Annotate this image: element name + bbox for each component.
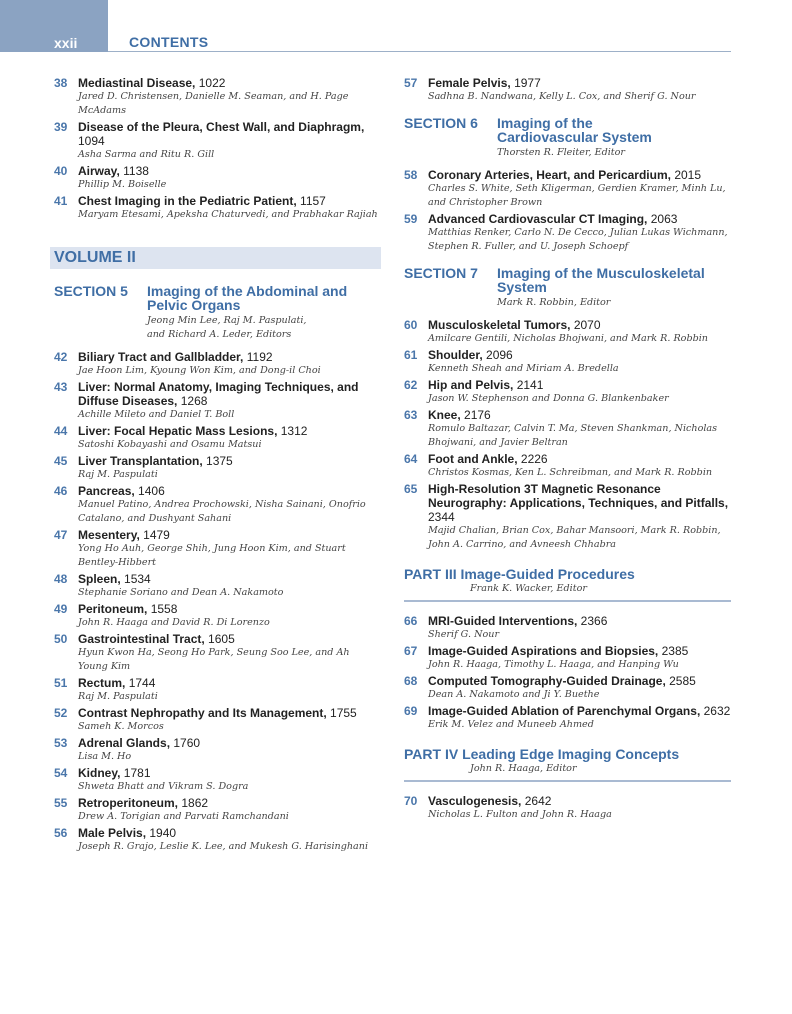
chapter-page: 2344 (428, 510, 455, 524)
chapter-number: 49 (54, 602, 68, 616)
chapter-page: 1312 (280, 424, 308, 438)
chapter-title-text: Musculoskeletal Tumors, (428, 318, 574, 332)
chapter-page: 1479 (143, 528, 170, 542)
chapter-title-text: Gastrointestinal Tract, (78, 632, 209, 646)
chapter-title-text: Spleen, (78, 572, 125, 586)
chapter-title (78, 120, 381, 148)
chapter-authors: Lisa M. Ho (78, 751, 132, 762)
chapter-number: 40 (54, 164, 68, 178)
chapter-title (428, 348, 731, 362)
chapter-authors: Jason W. Stephenson and Donna G. Blankenbaker (428, 393, 669, 404)
chapter-title-text: Liver: Normal Anatomy, Imaging Techniques, and Diffuse Diseases, (78, 380, 359, 408)
chapter-authors: Kenneth Sheah and Miriam A. Bredella (428, 363, 619, 374)
chapter-title-text: Liver: Focal Hepatic Mass Lesions, (78, 424, 281, 438)
header-rule (108, 51, 731, 52)
toc-entry (54, 454, 381, 482)
chapter-authors: Phillip M. Boiselle (78, 179, 167, 190)
chapter-title-text: Retroperitoneum, (78, 796, 182, 810)
chapter-title (428, 452, 731, 466)
chapter-title-text: Shoulder, (428, 348, 487, 362)
chapter-page: 1862 (181, 796, 209, 810)
toc-entry (54, 76, 381, 118)
chapter-title (428, 168, 731, 182)
chapter-title-text: Computed Tomography-Guided Drainage, (428, 674, 670, 688)
chapter-title (428, 482, 731, 524)
chapter-title (78, 826, 381, 840)
section-label: SECTION 5 (54, 283, 128, 299)
chapter-number: 67 (404, 644, 418, 658)
chapter-number: 39 (54, 120, 68, 134)
chapter-title-text: Chest Imaging in the Pediatric Patient, (78, 194, 301, 208)
chapter-authors: Jae Hoon Lim, Kyoung Won Kim, and Dong-il Choi (78, 365, 321, 376)
toc-entry (404, 318, 731, 346)
part-editors: John R. Haaga, Editor (470, 763, 577, 774)
chapter-title-text: Image-Guided Aspirations and Biopsies, (428, 644, 662, 658)
chapter-title (428, 318, 731, 332)
chapter-title (78, 164, 381, 178)
toc-entry (54, 632, 381, 674)
toc-entry (54, 484, 381, 526)
chapter-authors: Sameh K. Morcos (78, 721, 164, 732)
chapter-title-text: Foot and Ankle, (428, 452, 521, 466)
toc-entry (404, 378, 731, 406)
chapter-number: 57 (404, 76, 418, 90)
chapter-page: 1781 (123, 766, 151, 780)
chapter-title (78, 796, 381, 810)
chapter-page: 2642 (524, 794, 552, 808)
chapter-title (78, 766, 381, 780)
chapter-page: 2015 (674, 168, 702, 182)
chapter-number: 54 (54, 766, 68, 780)
chapter-title-text: Knee, (428, 408, 465, 422)
section-editors: Mark R. Robbin, Editor (497, 297, 611, 308)
chapter-number: 41 (54, 194, 68, 208)
chapter-authors: Asha Sarma and Ritu R. Gill (78, 149, 215, 160)
part-name: PART III Image-Guided Procedures (404, 566, 635, 582)
toc-entry (54, 602, 381, 630)
chapter-page: 2063 (650, 212, 678, 226)
section-editors: Thorsten R. Fleiter, Editor (497, 147, 626, 158)
chapter-title (78, 736, 381, 750)
chapter-number: 55 (54, 796, 68, 810)
toc-entry (404, 452, 731, 480)
section-heading (54, 284, 381, 342)
chapter-title-text: Mediastinal Disease, (78, 76, 199, 90)
part-heading (404, 746, 731, 782)
chapter-title (428, 408, 731, 422)
right-column (404, 76, 731, 824)
section-name: Imaging of the Musculoskeletal System (497, 265, 705, 295)
chapter-page: 1375 (206, 454, 233, 468)
section-label: SECTION 6 (404, 115, 478, 131)
chapter-number: 53 (54, 736, 68, 750)
section-label: SECTION 7 (404, 265, 478, 281)
chapter-title (78, 572, 381, 586)
chapter-title (78, 676, 381, 690)
chapter-authors: Romulo Baltazar, Calvin T. Ma, Steven Shankman, Nicholas Bhojwani, and Javier Beltran (428, 423, 718, 448)
chapter-list (54, 350, 381, 854)
chapter-number: 66 (404, 614, 418, 628)
chapter-authors: Joseph R. Grajo, Leslie K. Lee, and Mukesh G. Harisinghani (78, 841, 369, 852)
chapter-page: 1744 (128, 676, 156, 690)
chapter-page: 2385 (661, 644, 689, 658)
chapter-number: 69 (404, 704, 418, 718)
chapter-title (78, 528, 381, 542)
chapter-authors: Shweta Bhatt and Vikram S. Dogra (78, 781, 249, 792)
chapter-page: 1977 (514, 76, 541, 90)
chapter-title-text: Hip and Pelvis, (428, 378, 517, 392)
chapter-page: 2585 (669, 674, 696, 688)
toc-entry (54, 350, 381, 378)
chapter-title (428, 212, 731, 226)
chapter-title (78, 706, 381, 720)
chapter-number: 50 (54, 632, 68, 646)
chapter-number: 68 (404, 674, 418, 688)
chapter-number: 56 (54, 826, 68, 840)
chapter-authors: Jared D. Christensen, Danielle M. Seaman, and H. Page McAdams (78, 91, 349, 116)
section-heading (404, 116, 731, 160)
chapter-number: 61 (404, 348, 418, 362)
chapter-list (404, 76, 731, 104)
chapter-page: 2070 (573, 318, 601, 332)
chapter-title (78, 424, 381, 438)
chapter-authors: Manuel Patino, Andrea Prochowski, Nisha Sainani, Onofrio Catalano, and Dushyant Sahani (78, 499, 366, 524)
left-column (54, 76, 381, 856)
chapter-title (78, 380, 381, 408)
chapter-title (428, 76, 731, 90)
chapter-title-text: Vasculogenesis, (428, 794, 525, 808)
section-name: Imaging of the Cardiovascular System (497, 115, 652, 145)
chapter-list (404, 168, 731, 254)
toc-entry (404, 614, 731, 642)
chapter-page: 1022 (198, 76, 226, 90)
toc-entry (54, 424, 381, 452)
part-name: PART IV Leading Edge Imaging Concepts (404, 746, 680, 762)
chapter-number: 70 (404, 794, 418, 808)
chapter-number: 38 (54, 76, 68, 90)
part-heading (404, 566, 731, 602)
chapter-number: 63 (404, 408, 418, 422)
chapter-number: 44 (54, 424, 68, 438)
toc-entry (404, 212, 731, 254)
chapter-authors: Achille Mileto and Daniel T. Boll (78, 409, 235, 420)
chapter-title-text: MRI-Guided Interventions, (428, 614, 581, 628)
chapter-title-text: Male Pelvis, (78, 826, 150, 840)
chapter-authors: Drew A. Torigian and Parvati Ramchandani (78, 811, 289, 822)
chapter-authors: Dean A. Nakamoto and Ji Y. Buethe (428, 689, 600, 700)
chapter-title (78, 632, 381, 646)
toc-entry (404, 794, 731, 822)
chapter-title-text: Disease of the Pleura, Chest Wall, and Diaphragm, (78, 120, 365, 134)
chapter-page: 2096 (486, 348, 513, 362)
chapter-authors: John R. Haaga and David R. Di Lorenzo (78, 617, 270, 628)
toc-entry (54, 572, 381, 600)
toc-entry (54, 380, 381, 422)
chapter-title (428, 644, 731, 658)
chapter-title-text: Contrast Nephropathy and Its Management, (78, 706, 331, 720)
chapter-page: 1094 (78, 134, 105, 148)
toc-entry (54, 736, 381, 764)
chapter-list (404, 614, 731, 732)
chapter-title (428, 614, 731, 628)
chapter-number: 46 (54, 484, 68, 498)
chapter-page: 1755 (330, 706, 357, 720)
chapter-number: 52 (54, 706, 68, 720)
toc-entry (54, 528, 381, 570)
chapter-authors: Christos Kosmas, Ken L. Schreibman, and Mark R. Robbin (428, 467, 713, 478)
chapter-title-text: Biliary Tract and Gallbladder, (78, 350, 247, 364)
toc-entry (54, 120, 381, 162)
chapter-number: 65 (404, 482, 418, 496)
chapter-page: 2366 (580, 614, 608, 628)
chapter-page: 1138 (123, 164, 149, 178)
chapter-title-text: Airway, (78, 164, 124, 178)
chapter-authors: Hyun Kwon Ha, Seong Ho Park, Seung Soo Lee, and Ah Young Kim (78, 647, 350, 672)
chapter-number: 48 (54, 572, 68, 586)
chapter-title (78, 350, 381, 364)
page-number: xxii (54, 35, 78, 51)
chapter-number: 62 (404, 378, 418, 392)
section-name: Imaging of the Abdominal and Pelvic Organs (147, 283, 348, 313)
chapter-list (404, 318, 731, 552)
toc-entry (54, 796, 381, 824)
chapter-authors: Erik M. Velez and Muneeb Ahmed (428, 719, 594, 730)
chapter-number: 47 (54, 528, 68, 542)
chapter-authors: Nicholas L. Fulton and John R. Haaga (428, 809, 612, 820)
chapter-title-text: Kidney, (78, 766, 124, 780)
chapter-page: 1940 (149, 826, 177, 840)
chapter-authors: Yong Ho Auh, George Shih, Jung Hoon Kim, and Stuart Bentley-Hibbert (78, 543, 346, 568)
chapter-number: 51 (54, 676, 68, 690)
chapter-page: 2226 (520, 452, 548, 466)
toc-entry (54, 164, 381, 192)
chapter-authors: Satoshi Kobayashi and Osamu Matsui (78, 439, 262, 450)
part-rule (404, 600, 731, 602)
chapter-title (428, 378, 731, 392)
chapter-page: 2632 (703, 704, 731, 718)
chapter-authors: Amilcare Gentili, Nicholas Bhojwani, and Mark R. Robbin (428, 333, 708, 344)
chapter-authors: Majid Chalian, Brian Cox, Bahar Mansoori, Mark R. Robbin, John A. Carrino, and Avneesh Chhabra (428, 525, 721, 550)
toc-entry (54, 706, 381, 734)
chapter-authors: Raj M. Paspulati (78, 691, 158, 702)
chapter-title (428, 794, 731, 808)
chapter-title (428, 704, 731, 718)
toc-entry (54, 676, 381, 704)
chapter-page: 1406 (138, 484, 165, 498)
chapter-page: 1760 (173, 736, 201, 750)
volume-heading: VOLUME II (50, 247, 381, 269)
chapter-number: 58 (404, 168, 418, 182)
chapter-title (78, 76, 381, 90)
chapter-authors: Charles S. White, Seth Kligerman, Gerdien Kramer, Minh Lu, and Christopher Brown (428, 183, 726, 208)
chapter-title (78, 454, 381, 468)
toc-entry (404, 644, 731, 672)
chapter-list (54, 76, 381, 222)
toc-entry (54, 194, 381, 222)
chapter-authors: John R. Haaga, Timothy L. Haaga, and Hanping Wu (428, 659, 679, 670)
section-heading (404, 266, 731, 310)
toc-entry (404, 704, 731, 732)
chapter-title (78, 194, 381, 208)
chapter-page: 1558 (150, 602, 178, 616)
chapter-number: 45 (54, 454, 68, 468)
chapter-authors: Sherif G. Nour (428, 629, 500, 640)
chapter-title-text: Image-Guided Ablation of Parenchymal Organs, (428, 704, 704, 718)
chapter-list (404, 794, 731, 822)
chapter-number: 42 (54, 350, 68, 364)
chapter-title-text: Liver Transplantation, (78, 454, 207, 468)
toc-entry (404, 168, 731, 210)
chapter-page: 2141 (516, 378, 544, 392)
chapter-title-text: Pancreas, (78, 484, 139, 498)
chapter-title-text: Peritoneum, (78, 602, 151, 616)
chapter-title-text: Coronary Arteries, Heart, and Pericardium, (428, 168, 675, 182)
toc-entry (404, 408, 731, 450)
toc-entry (404, 348, 731, 376)
toc-entry (404, 674, 731, 702)
toc-entry (404, 482, 731, 552)
chapter-title-text: Mesentery, (78, 528, 144, 542)
toc-entry (404, 76, 731, 104)
chapter-page: 2176 (464, 408, 491, 422)
part-rule (404, 780, 731, 782)
section-editors: Jeong Min Lee, Raj M. Paspulati, and Richard A. Leder, Editors (147, 315, 307, 340)
part-editors: Frank K. Wacker, Editor (470, 583, 587, 594)
chapter-number: 64 (404, 452, 418, 466)
chapter-title-text: High-Resolution 3T Magnetic Resonance Neurography: Applications, Techniques, and Pitfalls, (428, 482, 729, 510)
chapter-authors: Matthias Renker, Carlo N. De Cecco, Julian Lukas Wichmann, Stephen R. Fuller, and U. Joseph Schoepf (428, 227, 728, 252)
toc-entry (54, 826, 381, 854)
chapter-title-text: Advanced Cardiovascular CT Imaging, (428, 212, 651, 226)
chapter-page: 1157 (300, 194, 326, 208)
chapter-page: 1534 (124, 572, 151, 586)
chapter-page: 1268 (180, 394, 208, 408)
chapter-title (428, 674, 731, 688)
chapter-page: 1605 (208, 632, 235, 646)
chapter-title-text: Rectum, (78, 676, 129, 690)
chapter-number: 59 (404, 212, 418, 226)
chapter-page: 1192 (246, 350, 273, 364)
chapter-authors: Sadhna B. Nandwana, Kelly L. Cox, and Sherif G. Nour (428, 91, 696, 102)
chapter-title-text: Female Pelvis, (428, 76, 515, 90)
chapter-title-text: Adrenal Glands, (78, 736, 174, 750)
chapter-authors: Stephanie Soriano and Dean A. Nakamoto (78, 587, 284, 598)
running-head: CONTENTS (129, 34, 209, 50)
toc-entry (54, 766, 381, 794)
chapter-authors: Maryam Etesami, Apeksha Chaturvedi, and Prabhakar Rajiah (78, 209, 378, 220)
chapter-number: 60 (404, 318, 418, 332)
chapter-authors: Raj M. Paspulati (78, 469, 158, 480)
chapter-title (78, 484, 381, 498)
chapter-title (78, 602, 381, 616)
chapter-number: 43 (54, 380, 68, 394)
